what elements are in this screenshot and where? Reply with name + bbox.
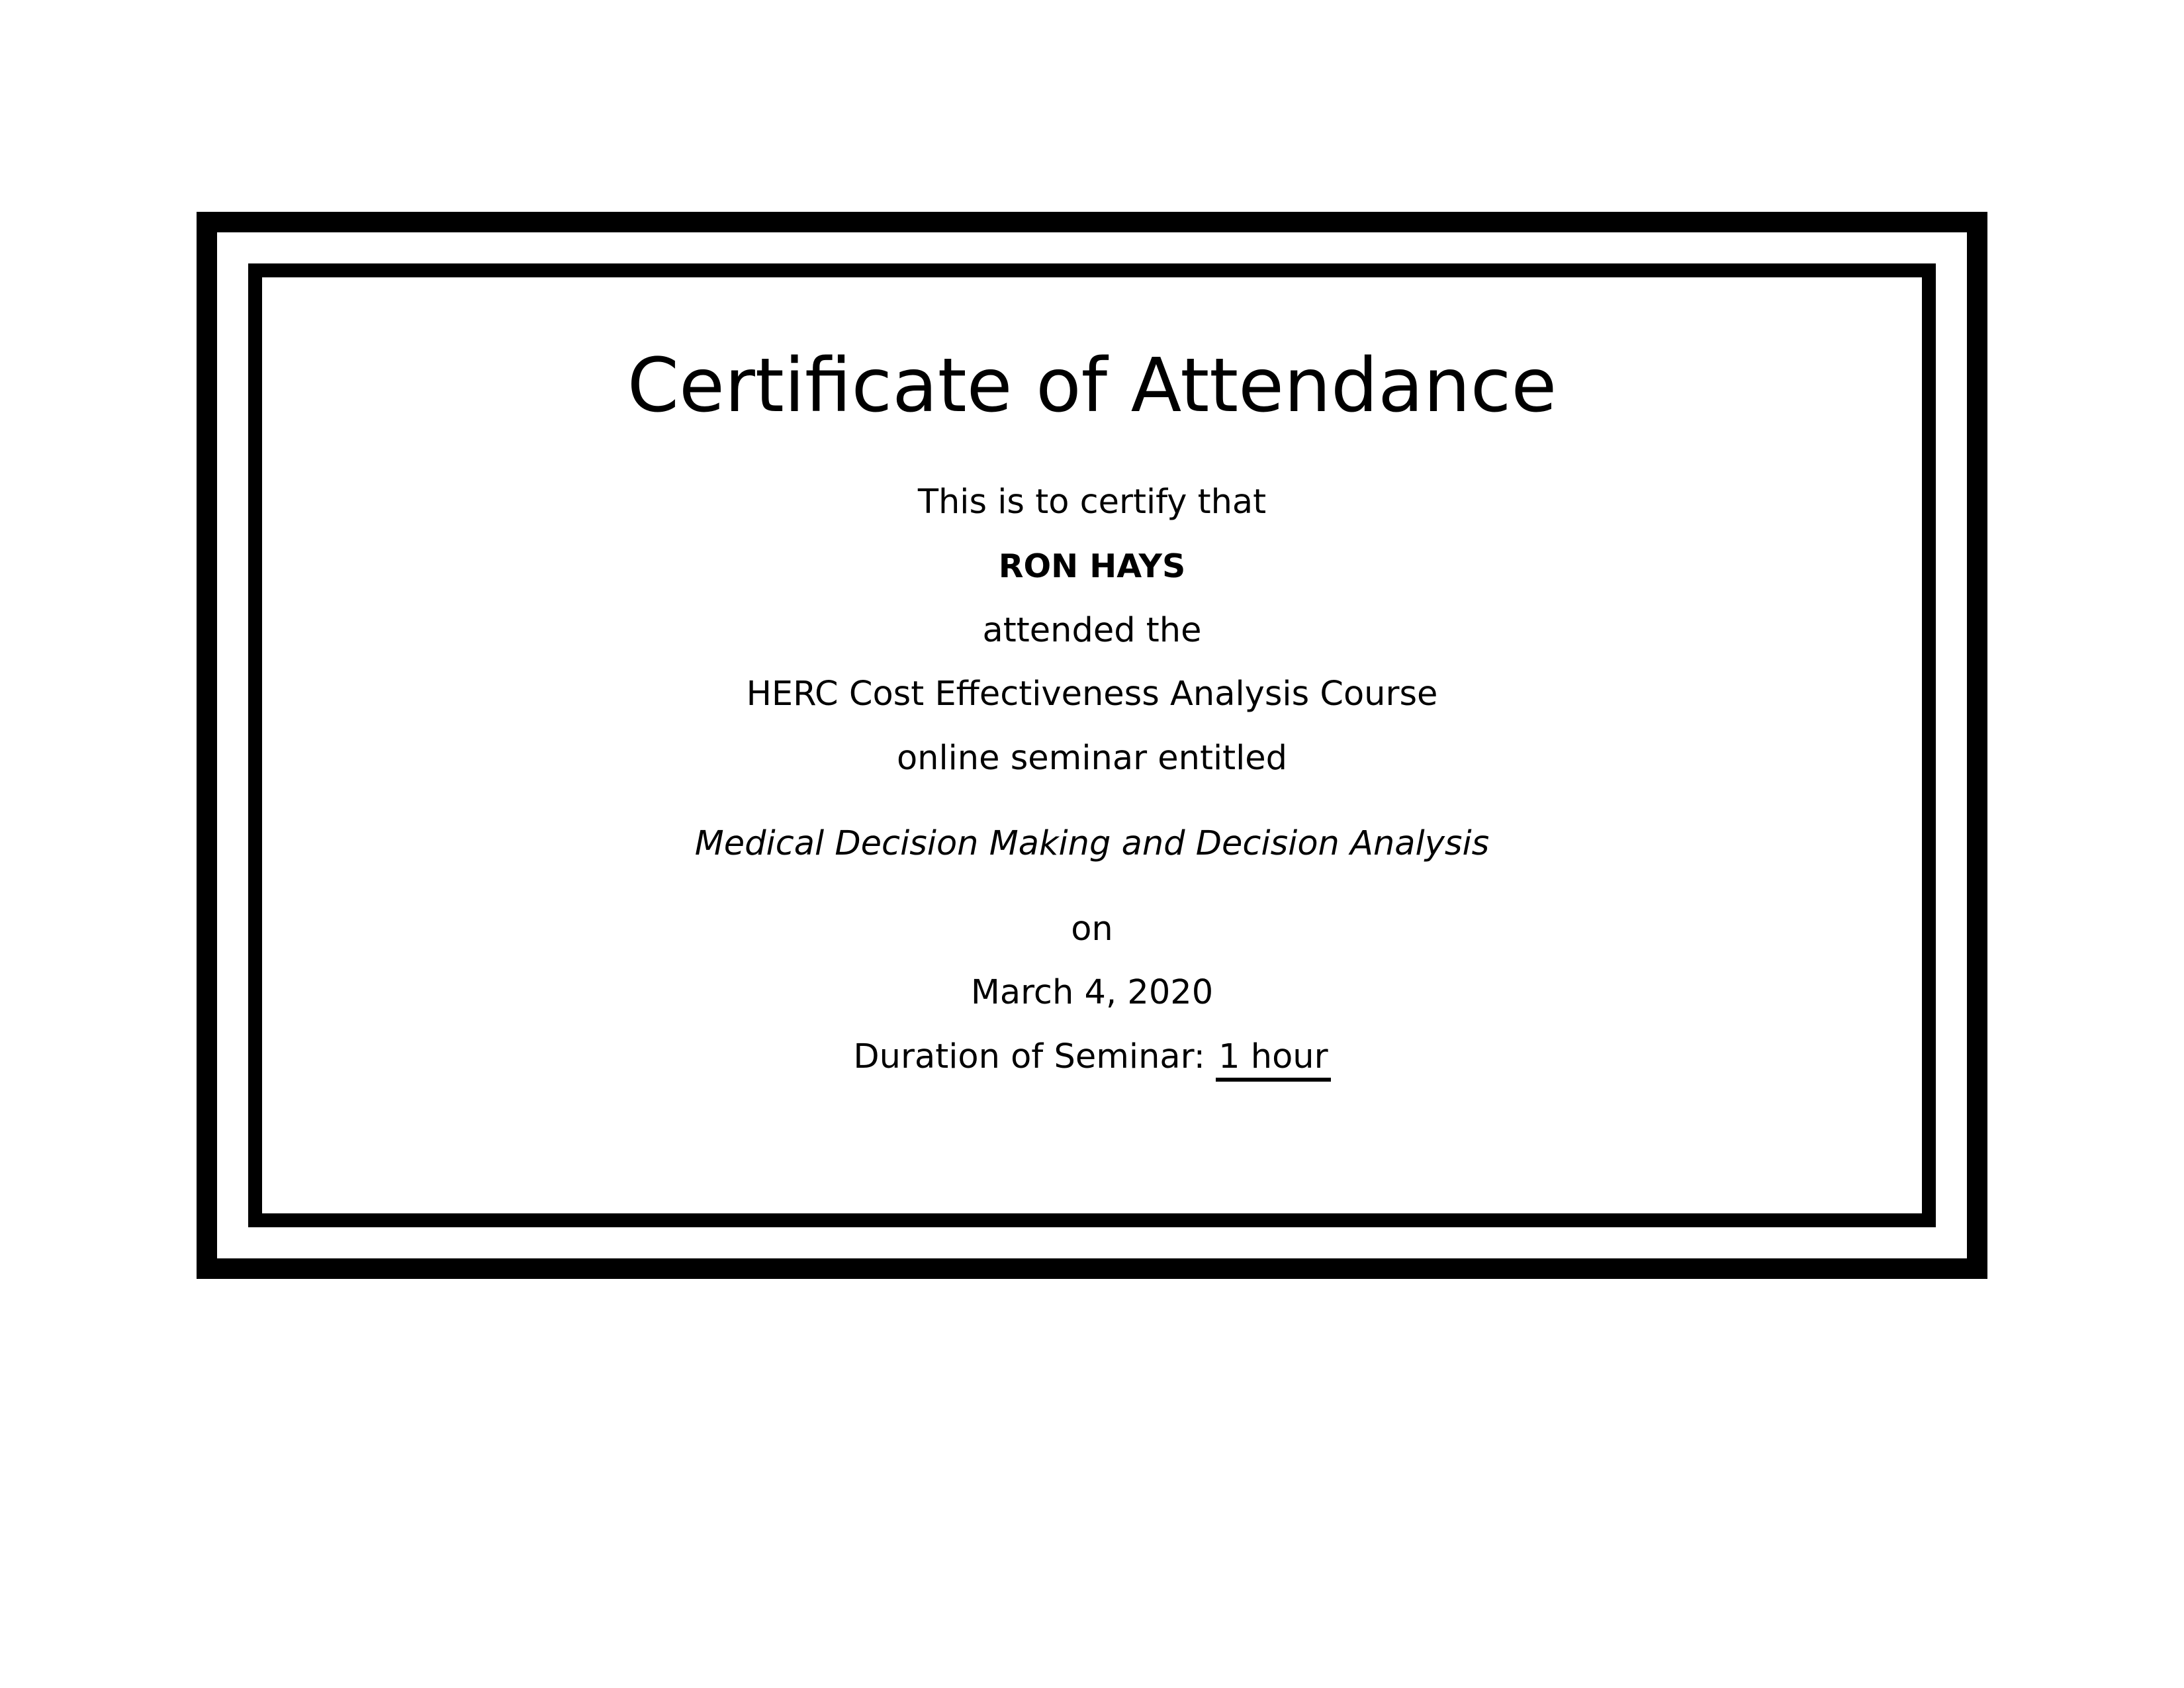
course-name: HERC Cost Effectiveness Analysis Course bbox=[746, 675, 1438, 714]
on-text: on bbox=[1071, 910, 1113, 949]
seminar-date: March 4, 2020 bbox=[970, 973, 1214, 1012]
duration-line bbox=[262, 1037, 1922, 1082]
certificate-outer-border bbox=[197, 212, 1987, 1279]
certificate-title: Certificate of Attendance bbox=[627, 343, 1557, 429]
seminar-title: Medical Decision Making and Decision Analysis bbox=[694, 824, 1490, 863]
attendee-name: RON HAYS bbox=[998, 547, 1186, 585]
seminar-intro-text: online seminar entitled bbox=[896, 739, 1288, 778]
duration-label: Duration of Seminar: bbox=[853, 1037, 1205, 1076]
duration-value: 1 hour bbox=[1216, 1040, 1330, 1082]
attended-text: attended the bbox=[982, 611, 1202, 650]
certificate-inner-border bbox=[248, 263, 1936, 1227]
certify-intro-text: This is to certify that bbox=[917, 483, 1267, 522]
